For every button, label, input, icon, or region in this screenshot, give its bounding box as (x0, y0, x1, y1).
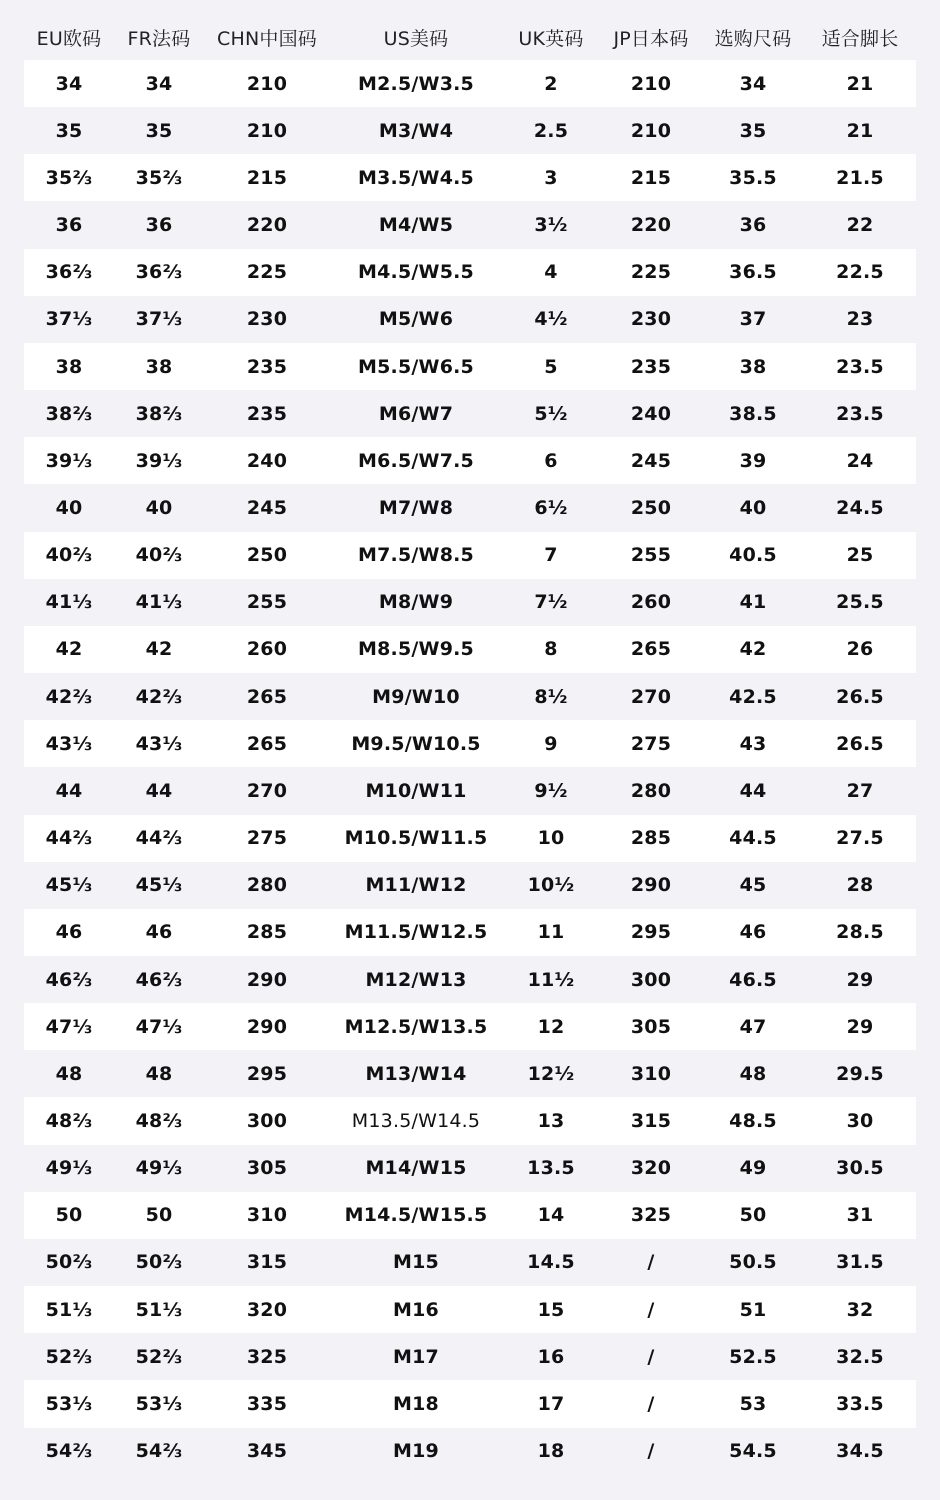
cell-purchase-size: 34 (739, 72, 767, 95)
cell-foot-length: 22.5 (836, 261, 884, 284)
cell-us: M12/W13 (365, 968, 467, 991)
cell-eu: 35 (55, 119, 83, 142)
cell-jp: 285 (630, 827, 672, 850)
header-chn: CHN中国码 (217, 27, 317, 50)
cell-purchase-size: 38.5 (729, 402, 777, 425)
cell-jp: 240 (630, 402, 672, 425)
cell-foot-length: 26.5 (836, 685, 884, 708)
cell-foot-length: 29 (846, 968, 874, 991)
cell-us: M6.5/W7.5 (358, 449, 474, 472)
cell-jp: 230 (630, 308, 672, 331)
cell-us: M7/W8 (378, 496, 454, 519)
cell-us: M19 (393, 1440, 439, 1463)
cell-jp: 275 (630, 732, 672, 755)
cell-fr: 37⅓ (135, 308, 183, 331)
table-row (24, 1097, 916, 1144)
cell-chn: 320 (246, 1298, 288, 1321)
cell-purchase-size: 52.5 (729, 1345, 777, 1368)
cell-us: M3/W4 (378, 119, 454, 142)
table-body (24, 60, 916, 1475)
cell-us: M10.5/W11.5 (344, 827, 488, 850)
cell-jp: 295 (630, 921, 672, 944)
cell-foot-length: 32 (846, 1298, 874, 1321)
cell-eu: 50⅔ (45, 1251, 93, 1274)
size-conversion-table (24, 14, 916, 1475)
cell-purchase-size: 40.5 (729, 544, 777, 567)
table-row (24, 60, 916, 107)
cell-eu: 45⅓ (45, 874, 93, 897)
cell-fr: 46⅔ (135, 968, 183, 991)
cell-uk: 12½ (527, 1062, 575, 1085)
cell-foot-length: 23.5 (836, 355, 884, 378)
table-row (24, 1050, 916, 1097)
cell-uk: 8½ (534, 685, 568, 708)
cell-eu: 44 (55, 779, 83, 802)
cell-chn: 290 (246, 968, 288, 991)
cell-us: M2.5/W3.5 (358, 72, 474, 95)
cell-foot-length: 31.5 (836, 1251, 884, 1274)
cell-purchase-size: 37 (739, 308, 767, 331)
cell-jp: / (647, 1345, 655, 1368)
cell-jp: 320 (630, 1157, 672, 1180)
cell-fr: 43⅓ (135, 732, 183, 755)
cell-fr: 35 (145, 119, 173, 142)
cell-us: M13.5/W14.5 (351, 1110, 481, 1133)
cell-fr: 36⅔ (135, 261, 183, 284)
table-header-row (24, 14, 916, 60)
cell-us: M7.5/W8.5 (358, 544, 474, 567)
cell-purchase-size: 47 (739, 1015, 767, 1038)
cell-fr: 40⅔ (135, 544, 183, 567)
cell-purchase-size: 42.5 (729, 685, 777, 708)
cell-uk: 9 (544, 732, 558, 755)
table-row (24, 1145, 916, 1192)
cell-foot-length: 33.5 (836, 1392, 884, 1415)
cell-fr: 54⅔ (135, 1440, 183, 1463)
cell-eu: 46⅔ (45, 968, 93, 991)
cell-fr: 39⅓ (135, 449, 183, 472)
table-row (24, 249, 916, 296)
table-row (24, 909, 916, 956)
cell-uk: 6 (544, 449, 558, 472)
cell-foot-length: 29.5 (836, 1062, 884, 1085)
cell-chn: 290 (246, 1015, 288, 1038)
cell-purchase-size: 41 (739, 591, 767, 614)
cell-chn: 225 (246, 261, 288, 284)
header-fr: FR法码 (127, 27, 191, 50)
cell-eu: 35⅔ (45, 166, 93, 189)
cell-foot-length: 27 (846, 779, 874, 802)
cell-purchase-size: 39 (739, 449, 767, 472)
table-row (24, 1380, 916, 1427)
cell-jp: / (647, 1392, 655, 1415)
cell-us: M9.5/W10.5 (351, 732, 481, 755)
cell-fr: 52⅔ (135, 1345, 183, 1368)
cell-fr: 50⅔ (135, 1251, 183, 1274)
cell-chn: 260 (246, 638, 288, 661)
table-row (24, 532, 916, 579)
cell-uk: 4 (544, 261, 558, 284)
cell-us: M18 (393, 1392, 439, 1415)
cell-uk: 13 (537, 1110, 565, 1133)
cell-chn: 275 (246, 827, 288, 850)
cell-eu: 49⅓ (45, 1157, 93, 1180)
cell-jp: 310 (630, 1062, 672, 1085)
cell-fr: 47⅓ (135, 1015, 183, 1038)
cell-purchase-size: 46.5 (729, 968, 777, 991)
cell-chn: 270 (246, 779, 288, 802)
cell-uk: 3½ (534, 214, 568, 237)
table-row (24, 484, 916, 531)
cell-uk: 15 (537, 1298, 565, 1321)
table-row (24, 1333, 916, 1380)
cell-eu: 34 (55, 72, 83, 95)
cell-jp: / (647, 1251, 655, 1274)
cell-uk: 10 (537, 827, 565, 850)
cell-foot-length: 29 (846, 1015, 874, 1038)
cell-chn: 220 (246, 214, 288, 237)
cell-eu: 47⅓ (45, 1015, 93, 1038)
table-row (24, 956, 916, 1003)
cell-jp: 225 (630, 261, 672, 284)
cell-chn: 305 (246, 1157, 288, 1180)
cell-us: M4/W5 (378, 214, 454, 237)
cell-purchase-size: 44.5 (729, 827, 777, 850)
cell-fr: 50 (145, 1204, 173, 1227)
cell-chn: 255 (246, 591, 288, 614)
cell-fr: 41⅓ (135, 591, 183, 614)
cell-uk: 8 (544, 638, 558, 661)
cell-us: M9/W10 (372, 685, 460, 708)
cell-eu: 46 (55, 921, 83, 944)
cell-uk: 14 (537, 1204, 565, 1227)
cell-chn: 250 (246, 544, 288, 567)
table-row (24, 862, 916, 909)
cell-fr: 46 (145, 921, 173, 944)
cell-eu: 50 (55, 1204, 83, 1227)
table-row (24, 201, 916, 248)
cell-uk: 18 (537, 1440, 565, 1463)
table-row (24, 1239, 916, 1286)
cell-foot-length: 26 (846, 638, 874, 661)
cell-eu: 44⅔ (45, 827, 93, 850)
cell-eu: 54⅔ (45, 1440, 93, 1463)
cell-purchase-size: 35.5 (729, 166, 777, 189)
cell-fr: 44 (145, 779, 173, 802)
cell-fr: 38⅔ (135, 402, 183, 425)
table-row (24, 296, 916, 343)
cell-purchase-size: 53 (739, 1392, 767, 1415)
cell-uk: 13.5 (527, 1157, 575, 1180)
cell-foot-length: 25 (846, 544, 874, 567)
cell-uk: 7½ (534, 591, 568, 614)
cell-jp: 270 (630, 685, 672, 708)
cell-foot-length: 23 (846, 308, 874, 331)
header-foot-length: 适合脚长 (821, 27, 899, 50)
cell-fr: 40 (145, 496, 173, 519)
cell-eu: 38 (55, 355, 83, 378)
cell-chn: 240 (246, 449, 288, 472)
cell-jp: 235 (630, 355, 672, 378)
cell-fr: 48 (145, 1062, 173, 1085)
table-row (24, 626, 916, 673)
cell-foot-length: 23.5 (836, 402, 884, 425)
cell-us: M4.5/W5.5 (358, 261, 474, 284)
cell-us: M12.5/W13.5 (344, 1015, 488, 1038)
cell-uk: 2.5 (533, 119, 569, 142)
cell-jp: 300 (630, 968, 672, 991)
cell-jp: 315 (630, 1110, 672, 1133)
table-row (24, 107, 916, 154)
table-row (24, 1286, 916, 1333)
cell-foot-length: 21 (846, 72, 874, 95)
cell-purchase-size: 42 (739, 638, 767, 661)
cell-uk: 12 (537, 1015, 565, 1038)
cell-eu: 42 (55, 638, 83, 661)
cell-foot-length: 24 (846, 449, 874, 472)
cell-chn: 235 (246, 355, 288, 378)
table-row (24, 154, 916, 201)
cell-fr: 44⅔ (135, 827, 183, 850)
cell-uk: 16 (537, 1345, 565, 1368)
cell-chn: 230 (246, 308, 288, 331)
table-row (24, 815, 916, 862)
cell-fr: 51⅓ (135, 1298, 183, 1321)
cell-foot-length: 22 (846, 214, 874, 237)
cell-eu: 42⅔ (45, 685, 93, 708)
cell-us: M16 (393, 1298, 439, 1321)
cell-jp: 265 (630, 638, 672, 661)
table-row (24, 673, 916, 720)
cell-purchase-size: 40 (739, 496, 767, 519)
cell-jp: 260 (630, 591, 672, 614)
cell-jp: 210 (630, 119, 672, 142)
table-row (24, 767, 916, 814)
cell-purchase-size: 50 (739, 1204, 767, 1227)
cell-uk: 6½ (534, 496, 568, 519)
cell-fr: 48⅔ (135, 1110, 183, 1133)
cell-uk: 10½ (527, 874, 575, 897)
cell-eu: 53⅓ (45, 1392, 93, 1415)
cell-chn: 280 (246, 874, 288, 897)
cell-chn: 265 (246, 732, 288, 755)
cell-chn: 265 (246, 685, 288, 708)
cell-us: M14/W15 (365, 1157, 467, 1180)
cell-eu: 51⅓ (45, 1298, 93, 1321)
cell-uk: 14.5 (527, 1251, 575, 1274)
cell-foot-length: 28.5 (836, 921, 884, 944)
cell-eu: 40 (55, 496, 83, 519)
cell-purchase-size: 36.5 (729, 261, 777, 284)
cell-eu: 38⅔ (45, 402, 93, 425)
cell-chn: 315 (246, 1251, 288, 1274)
cell-foot-length: 25.5 (836, 591, 884, 614)
cell-eu: 48 (55, 1062, 83, 1085)
cell-us: M5/W6 (378, 308, 454, 331)
cell-us: M10/W11 (365, 779, 467, 802)
cell-foot-length: 31 (846, 1204, 874, 1227)
cell-foot-length: 24.5 (836, 496, 884, 519)
cell-chn: 295 (246, 1062, 288, 1085)
cell-purchase-size: 46 (739, 921, 767, 944)
cell-purchase-size: 50.5 (729, 1251, 777, 1274)
cell-jp: 250 (630, 496, 672, 519)
cell-jp: 280 (630, 779, 672, 802)
cell-chn: 325 (246, 1345, 288, 1368)
cell-purchase-size: 43 (739, 732, 767, 755)
header-uk: UK英码 (518, 27, 584, 50)
cell-eu: 40⅔ (45, 544, 93, 567)
cell-foot-length: 21.5 (836, 166, 884, 189)
cell-uk: 5½ (534, 402, 568, 425)
cell-jp: 210 (630, 72, 672, 95)
header-us: US美码 (383, 27, 449, 50)
cell-foot-length: 28 (846, 874, 874, 897)
cell-fr: 45⅓ (135, 874, 183, 897)
cell-fr: 53⅓ (135, 1392, 183, 1415)
cell-us: M15 (393, 1251, 439, 1274)
cell-us: M17 (393, 1345, 439, 1368)
cell-fr: 38 (145, 355, 173, 378)
cell-foot-length: 27.5 (836, 827, 884, 850)
cell-foot-length: 32.5 (836, 1345, 884, 1368)
table-row (24, 579, 916, 626)
cell-eu: 36 (55, 214, 83, 237)
table-row (24, 1003, 916, 1050)
cell-chn: 245 (246, 496, 288, 519)
cell-eu: 37⅓ (45, 308, 93, 331)
cell-chn: 210 (246, 119, 288, 142)
cell-eu: 43⅓ (45, 732, 93, 755)
cell-purchase-size: 49 (739, 1157, 767, 1180)
cell-jp: 255 (630, 544, 672, 567)
cell-chn: 235 (246, 402, 288, 425)
cell-purchase-size: 48.5 (729, 1110, 777, 1133)
cell-chn: 300 (246, 1110, 288, 1133)
cell-uk: 7 (544, 544, 558, 567)
cell-uk: 9½ (534, 779, 568, 802)
cell-chn: 310 (246, 1204, 288, 1227)
cell-purchase-size: 36 (739, 214, 767, 237)
cell-jp: 245 (630, 449, 672, 472)
table-row (24, 1428, 916, 1475)
cell-uk: 11 (537, 921, 565, 944)
cell-jp: / (647, 1440, 655, 1463)
cell-foot-length: 30.5 (836, 1157, 884, 1180)
cell-chn: 285 (246, 921, 288, 944)
cell-eu: 52⅔ (45, 1345, 93, 1368)
cell-jp: 215 (630, 166, 672, 189)
cell-fr: 42 (145, 638, 173, 661)
cell-jp: 290 (630, 874, 672, 897)
header-purchase-size: 选购尺码 (714, 27, 792, 50)
cell-eu: 39⅓ (45, 449, 93, 472)
cell-foot-length: 30 (846, 1110, 874, 1133)
cell-uk: 4½ (534, 308, 568, 331)
cell-us: M11.5/W12.5 (344, 921, 488, 944)
cell-us: M5.5/W6.5 (358, 355, 474, 378)
cell-jp: 220 (630, 214, 672, 237)
cell-chn: 335 (246, 1392, 288, 1415)
cell-purchase-size: 45 (739, 874, 767, 897)
cell-eu: 41⅓ (45, 591, 93, 614)
cell-fr: 42⅔ (135, 685, 183, 708)
cell-us: M3.5/W4.5 (358, 166, 474, 189)
cell-jp: / (647, 1298, 655, 1321)
cell-purchase-size: 51 (739, 1298, 767, 1321)
cell-foot-length: 21 (846, 119, 874, 142)
cell-jp: 305 (630, 1015, 672, 1038)
cell-uk: 2 (544, 72, 558, 95)
cell-fr: 34 (145, 72, 173, 95)
table-row (24, 343, 916, 390)
cell-us: M8/W9 (378, 591, 454, 614)
cell-chn: 210 (246, 72, 288, 95)
table-row (24, 437, 916, 484)
header-eu: EU欧码 (36, 27, 102, 50)
cell-uk: 17 (537, 1392, 565, 1415)
cell-uk: 3 (544, 166, 558, 189)
cell-jp: 325 (630, 1204, 672, 1227)
cell-us: M14.5/W15.5 (344, 1204, 488, 1227)
cell-fr: 35⅔ (135, 166, 183, 189)
cell-fr: 49⅓ (135, 1157, 183, 1180)
cell-uk: 11½ (527, 968, 575, 991)
cell-us: M11/W12 (365, 874, 467, 897)
cell-purchase-size: 48 (739, 1062, 767, 1085)
cell-foot-length: 34.5 (836, 1440, 884, 1463)
cell-eu: 48⅔ (45, 1110, 93, 1133)
cell-purchase-size: 38 (739, 355, 767, 378)
cell-purchase-size: 35 (739, 119, 767, 142)
cell-eu: 36⅔ (45, 261, 93, 284)
table-row (24, 720, 916, 767)
cell-chn: 345 (246, 1440, 288, 1463)
cell-us: M8.5/W9.5 (358, 638, 474, 661)
cell-us: M6/W7 (378, 402, 454, 425)
cell-uk: 5 (544, 355, 558, 378)
cell-us: M13/W14 (365, 1062, 467, 1085)
table-row (24, 1192, 916, 1239)
cell-purchase-size: 54.5 (729, 1440, 777, 1463)
cell-fr: 36 (145, 214, 173, 237)
table-row (24, 390, 916, 437)
header-jp: JP日本码 (613, 27, 689, 50)
cell-chn: 215 (246, 166, 288, 189)
cell-foot-length: 26.5 (836, 732, 884, 755)
cell-purchase-size: 44 (739, 779, 767, 802)
